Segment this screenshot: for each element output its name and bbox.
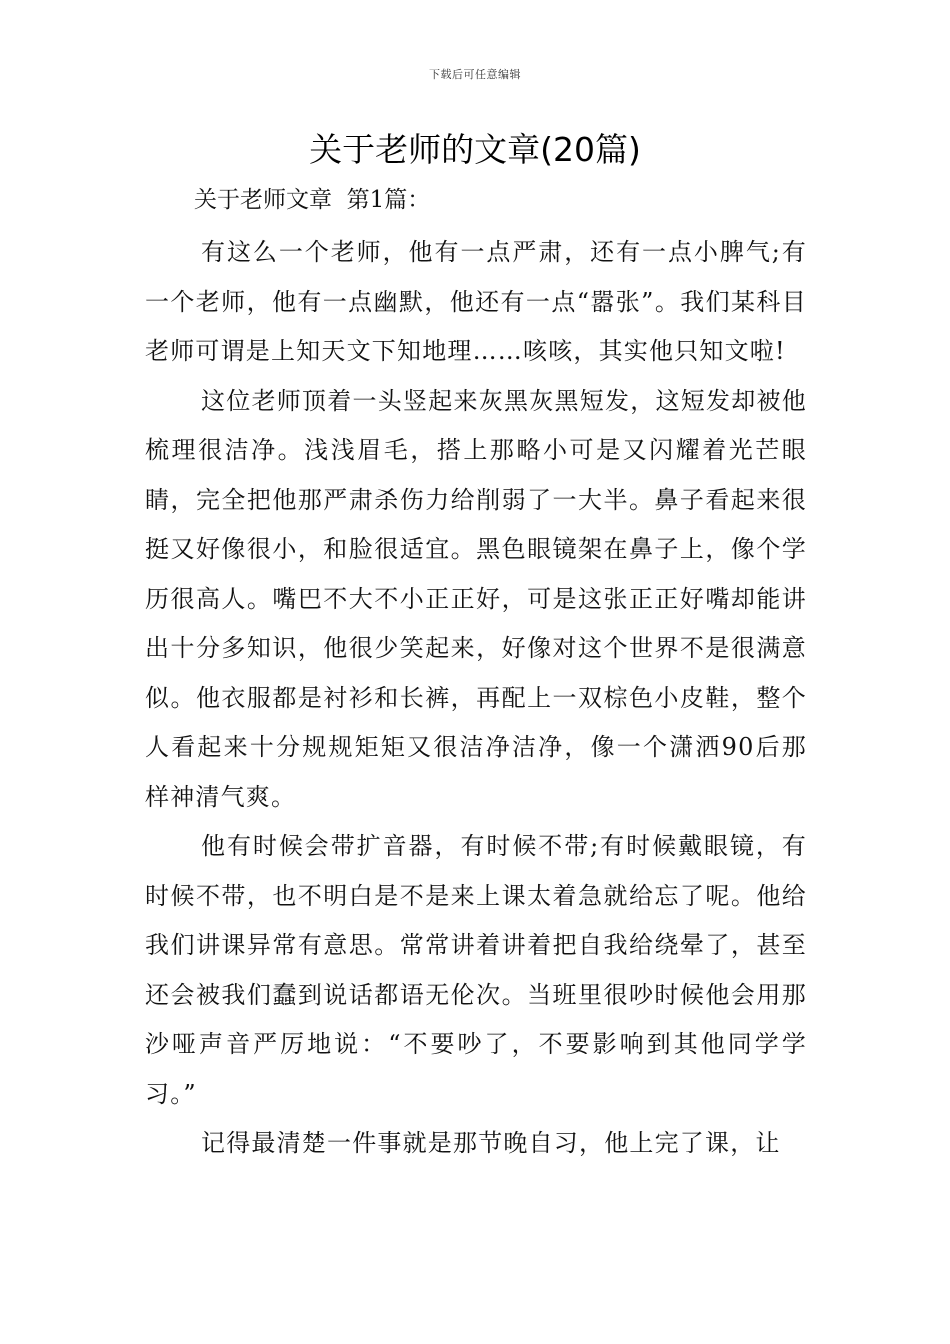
paragraph: 记得最清楚一件事就是那节晚自习，他上完了课，让 <box>201 1129 781 1157</box>
document-title: 关于老师的文章(20篇) <box>309 130 641 169</box>
header-note: 下载后可任意编辑 <box>429 68 521 81</box>
paragraph: 有这么一个老师，他有一点严肃，还有一点小脾气;有一个老师，他有一点幽默，他还有一点“嚣张”。我们某科目老师可谓是上知天文下知地理……咳咳，其实他只知文啦! <box>145 238 807 365</box>
article-body <box>145 228 807 1169</box>
paragraph: 这位老师顶着一头竖起来灰黑灰黑短发，这短发却被他梳理很洁净。浅浅眉毛，搭上那略小可是又闪耀着光芒眼睛，完全把他那严肃杀伤力给削弱了一大半。鼻子看起来很挺又好像很小，和脸很适宜。黑色眼镜架在鼻子上，像个学历很高人。嘴巴不大不小正正好，可是这张正正好嘴却能讲出十分多知识，他很少笑起来，好像对这个世界不是很满意似。他衣服都是衬衫和长裤，再配上一双棕色小皮鞋，整个人看起来十分规规矩矩又很洁净洁净，像一个潇洒90后那样神清气爽。 <box>145 386 807 811</box>
paragraph: 他有时候会带扩音器，有时候不带;有时候戴眼镜，有时候不带，也不明白是不是来上课太着急就给忘了呢。他给我们讲课异常有意思。常常讲着讲着把自我给绕晕了，甚至还会被我们蠢到说话都语无伦次。当班里很吵时候他会用那沙哑声音严厉地说：“不要吵了，不要影响到其他同学学习。” <box>145 832 807 1108</box>
section-subtitle: 关于老师文章 第1篇： <box>194 187 431 213</box>
